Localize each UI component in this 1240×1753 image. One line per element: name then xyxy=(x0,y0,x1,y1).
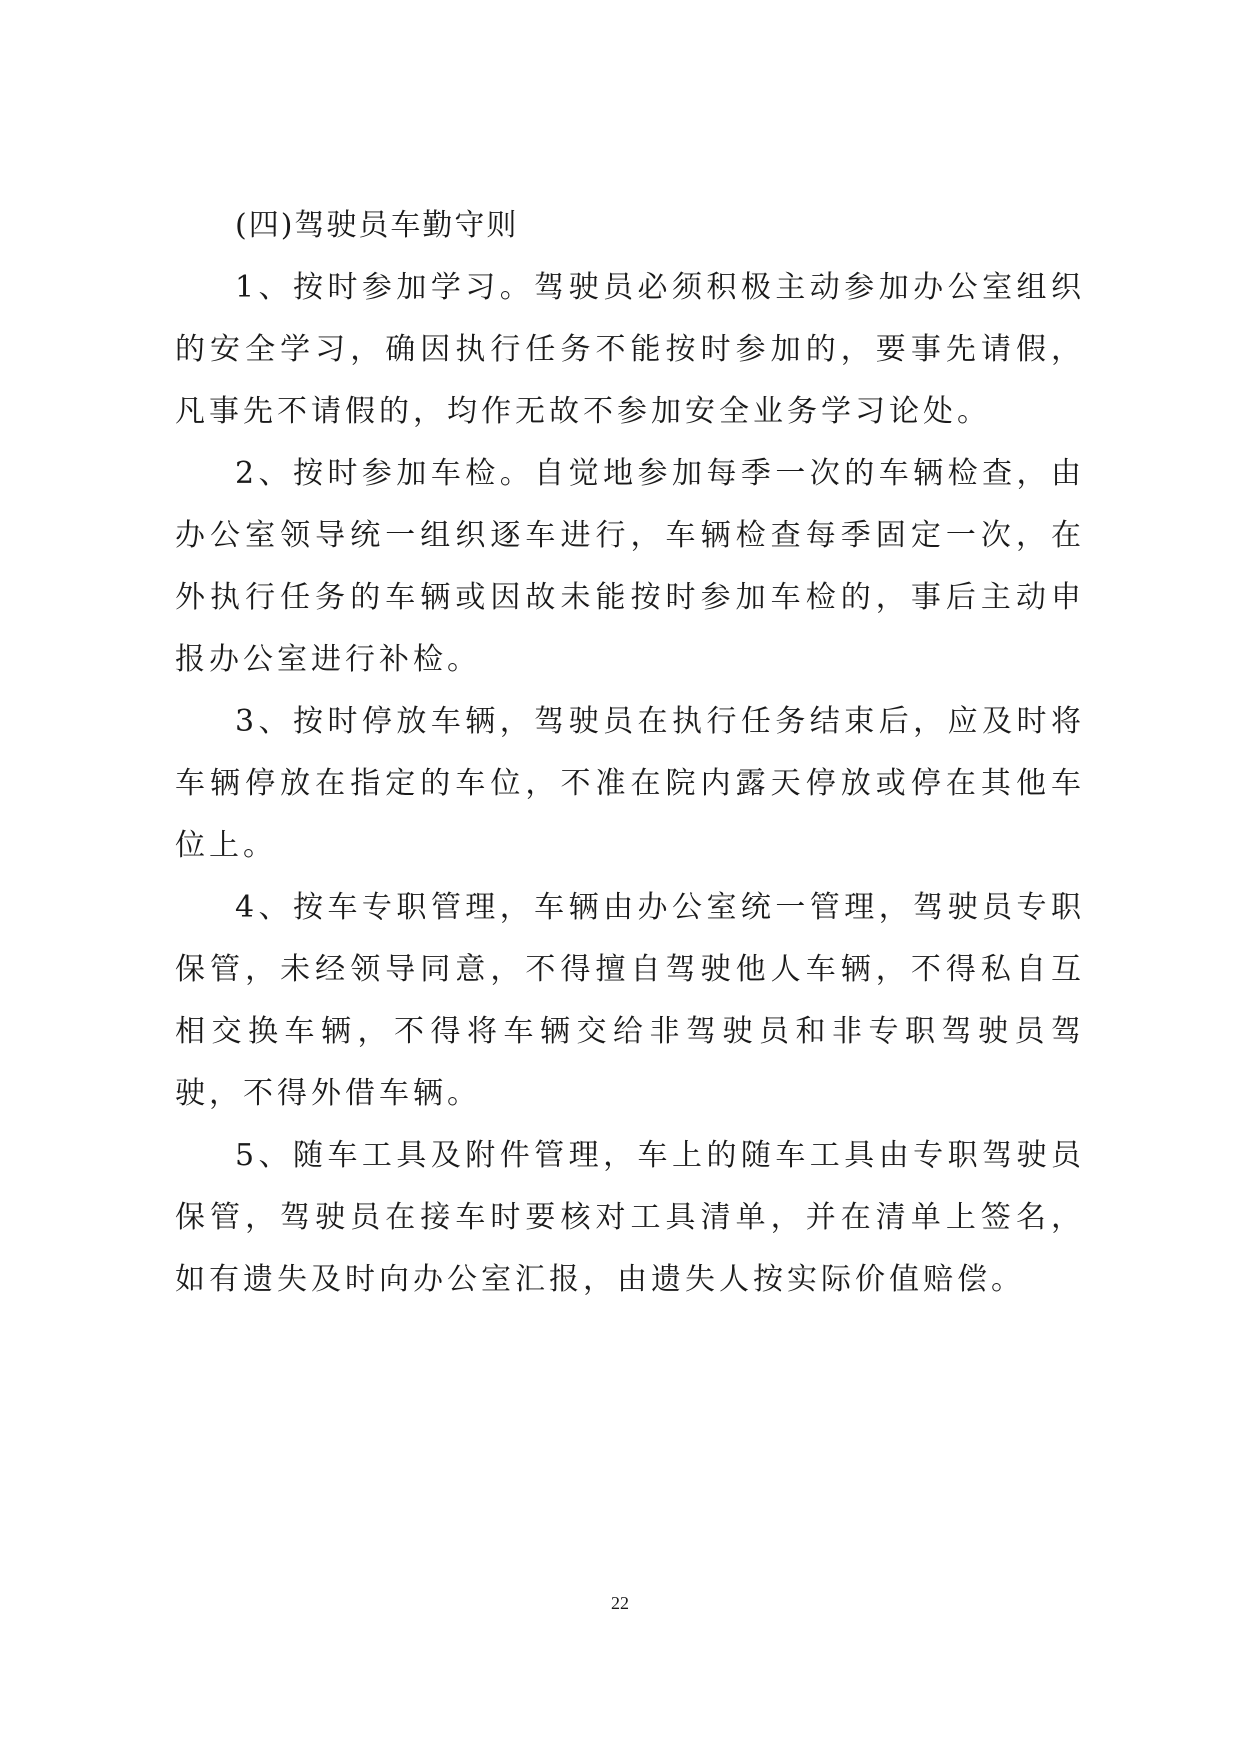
paragraph-2: 2、按时参加车检。自觉地参加每季一次的车辆检查，由办公室领导统一组织逐车进行，车辆检查每季固定一次，在外执行任务的车辆或因故未能按时参加车检的，事后主动申报办公室进行补检。 xyxy=(175,456,1085,677)
paragraph-3: 3、按时停放车辆，驾驶员在执行任务结束后，应及时将车辆停放在指定的车位，不准在院内露天停放或停在其他车位上。 xyxy=(175,704,1085,863)
paragraph-5: 5、随车工具及附件管理，车上的随车工具由专职驾驶员保管，驾驶员在接车时要核对工具清单，并在清单上签名，如有遗失及时向办公室汇报，由遗失人按实际价值赔偿。 xyxy=(175,1138,1085,1297)
document-body xyxy=(175,195,1085,1311)
section-heading: (四)驾驶员车勤守则 xyxy=(235,208,519,243)
page-number: 22 xyxy=(611,1593,629,1613)
paragraph-4: 4、按车专职管理，车辆由办公室统一管理，驾驶员专职保管，未经领导同意，不得擅自驾驶他人车辆，不得私自互相交换车辆，不得将车辆交给非驾驶员和非专职驾驶员驾驶，不得外借车辆。 xyxy=(175,890,1085,1111)
paragraph-1: 1、按时参加学习。驾驶员必须积极主动参加办公室组织的安全学习，确因执行任务不能按时参加的，要事先请假，凡事先不请假的，均作无故不参加安全业务学习论处。 xyxy=(175,270,1085,429)
